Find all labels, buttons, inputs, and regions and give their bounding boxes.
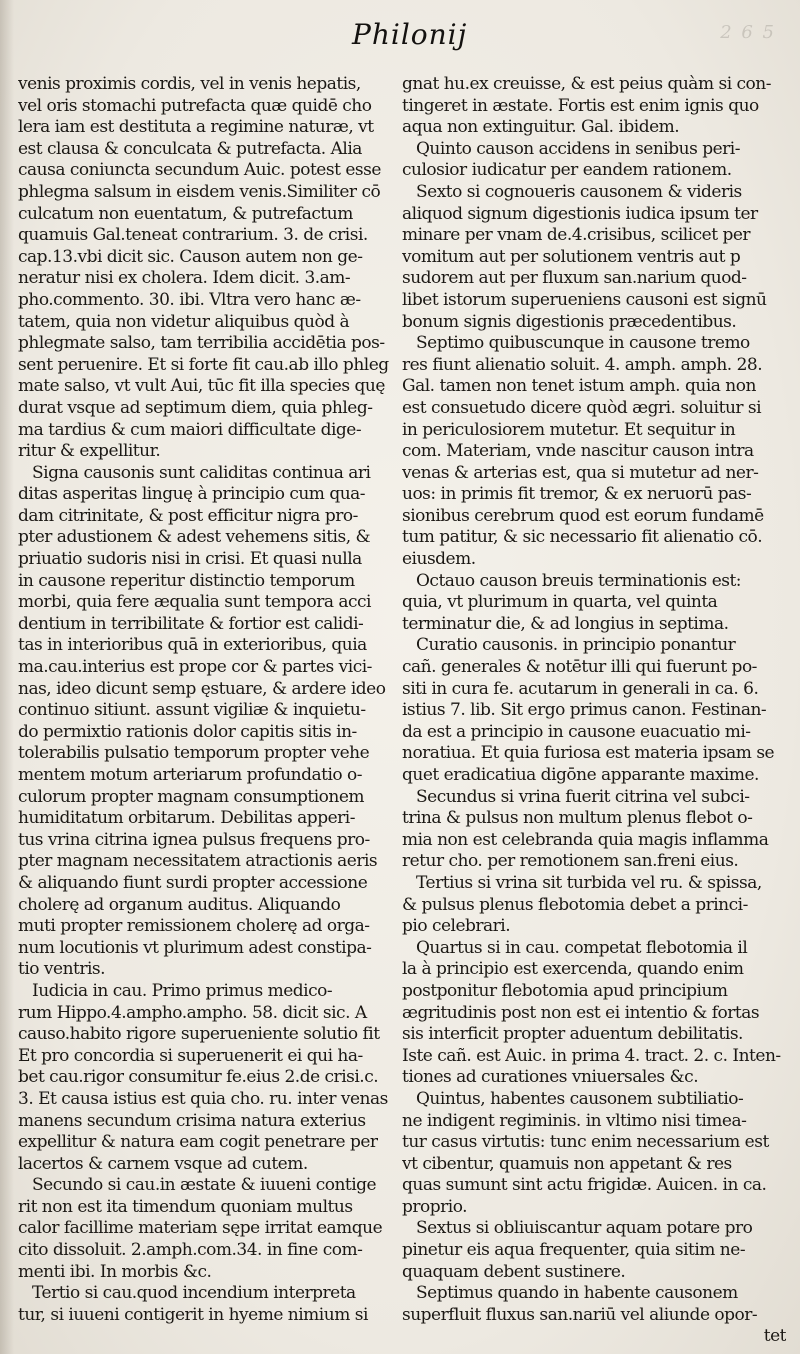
left-column-text-line: manens secundum crisima natura exterius xyxy=(18,1110,366,1131)
right-column-text-line: pio celebrari. xyxy=(402,916,511,937)
left-column-text-line: ma tardius & cum maiori difficultate dige- xyxy=(18,419,362,440)
bleed-through-text: 2 6 5 xyxy=(720,22,776,43)
right-column-text-line: vt cibentur, quamuis non appetant & res xyxy=(402,1153,732,1174)
left-column-text-line: bet cau.rigor consumitur fe.eius 2.de crisi.c. xyxy=(18,1067,379,1088)
right-column-text-line: sis interficit propter aduentum debilitatis. xyxy=(402,1024,743,1045)
right-column xyxy=(402,74,786,1348)
left-column-text-line: cito dissoluit. 2.amph.com.34. in fine com- xyxy=(18,1240,363,1261)
left-column-text-line: causa coniuncta secundum Auic. potest esse xyxy=(18,160,381,181)
left-column-text-line: lacertos & carnem vsque ad cutem. xyxy=(18,1153,308,1174)
left-column-text-line: sent peruenire. Et si forte fit cau.ab illo phleg xyxy=(18,354,389,375)
left-column-text-line: Signa causonis sunt caliditas continua ari xyxy=(32,462,371,483)
left-column-text-line: tolerabilis pulsatio temporum propter vehe xyxy=(18,743,370,764)
left-column-text-line: durat vsque ad septimum diem, quia phleg- xyxy=(18,397,373,418)
left-column-text-line: rum Hippo.4.ampho.ampho. 58. dicit sic. A xyxy=(18,1002,367,1023)
right-column-text-line: mia non est celebranda quia magis inflamma xyxy=(402,829,769,850)
right-column-text-line: com. Materiam, vnde nascitur causon intra xyxy=(402,441,754,462)
right-column-text-line: & pulsus plenus flebotomia debet a princi- xyxy=(402,894,748,915)
left-column-text-line: calor facillime materiam sępe irritat eamque xyxy=(18,1218,383,1239)
right-column-text-line: est consuetudo dicere quòd ægri. soluitur si xyxy=(402,397,762,418)
right-column-text-line: vomitum aut per solutionem ventris aut p xyxy=(402,246,741,267)
right-column-text-line: Curatio causonis. in principio ponantur xyxy=(416,635,736,656)
right-column-text-line: ægritudinis post non est ei intentio & fortas xyxy=(402,1002,760,1023)
right-column-text-line: tur casus virtutis: tunc enim necessarium est xyxy=(402,1132,769,1153)
right-column-text-line: proprio. xyxy=(402,1196,468,1217)
left-column-text-line: culorum propter magnam consumptionem xyxy=(18,786,365,807)
left-column-text-line: pter magnam necessitatem atractionis aeris xyxy=(18,851,378,872)
right-column-text-line: Quartus si in cau. competat flebotomia il xyxy=(416,937,748,958)
right-column-text-line: superfluit fluxus san.nariū vel aliunde opor- xyxy=(402,1304,758,1325)
right-column-text-line: sionibus cerebrum quod est eorum fundamē xyxy=(402,505,764,526)
left-column-text-line: continuo sitiunt. assunt vigiliæ & inquietu- xyxy=(18,700,366,721)
right-column-text-line: terminatur die, & ad longius in septima. xyxy=(402,613,729,634)
right-column-text-line: noratiua. Et quia furiosa est materia ipsam se xyxy=(402,743,775,764)
right-column-text-line: postponitur flebotomia apud principium xyxy=(402,980,728,1001)
left-column-text-line: mate salso, vt vult Aui, tūc fit illa species quę xyxy=(18,376,385,397)
left-column-text-line: quamuis Gal.teneat contrarium. 3. de crisi. xyxy=(18,225,368,246)
right-column-text-line: siti in cura fe. acutarum in generali in ca. 6. xyxy=(402,678,759,699)
left-column-text-line: tur, si iuueni contigerit in hyeme nimium si xyxy=(18,1304,368,1325)
left-column-text-line: muti propter remissionem cholerę ad orga- xyxy=(18,916,370,937)
right-column-text-line: Secundus si vrina fuerit citrina vel subci- xyxy=(416,786,750,807)
left-column-text-line: Tertio si cau.quod incendium interpreta xyxy=(32,1283,356,1304)
right-column-text-line: Iste cañ. est Auic. in prima 4. tract. 2. c. Inten- xyxy=(402,1045,781,1066)
right-column-text-line: pinetur eis aqua frequenter, quia sitim ne- xyxy=(402,1240,746,1261)
left-column-text-line: mentem motum arteriarum profundatio o- xyxy=(18,765,362,785)
left-column-text-line: Et pro concordia si superuenerit ei qui ha- xyxy=(18,1045,363,1066)
right-column-text-line: uos: in primis fit tremor, & ex neruorū pas- xyxy=(402,484,752,505)
left-column-text-line: nas, ideo dicunt semp ęstuare, & ardere ideo xyxy=(18,678,386,699)
right-column-text-line: cañ. generales & notētur illi qui fuerunt po- xyxy=(402,657,757,678)
right-column-text-line: quia, vt plurimum in quarta, vel quinta xyxy=(402,592,718,613)
left-column-text-line: Iudicia in cau. Primo primus medico- xyxy=(32,980,333,1001)
right-column-text-line: la à principio est exercenda, quando enim xyxy=(402,959,744,980)
left-column-text-line: venis proximis cordis, vel in venis hepatis, xyxy=(18,74,361,94)
left-column-text-line: culcatum non euentatum, & putrefactum xyxy=(18,203,353,224)
right-column-text-line: aliquod signum digestionis iudica ipsum ter xyxy=(402,203,758,224)
left-column-text-line: tio ventris. xyxy=(18,959,106,980)
right-column-text-line: Gal. tamen non tenet istum amph. quia non xyxy=(402,376,756,397)
right-column-text-line: res fiunt alienatio soluit. 4. amph. amph. 28. xyxy=(402,354,763,375)
right-column-text-line: libet istorum superueniens causoni est signū xyxy=(402,289,767,310)
right-column-text-line: culosior iudicatur per eandem rationem. xyxy=(402,160,732,181)
right-column-text-line: Tertius si vrina sit turbida vel ru. & spissa, xyxy=(416,872,762,893)
left-column-text-line: & aliquando fiunt surdi propter accessione xyxy=(18,872,368,893)
left-column-text-line: cholerę ad organum auditus. Aliquando xyxy=(18,894,341,915)
left-column-text-line: priuatio sudoris nisi in crisi. Et quasi nulla xyxy=(18,549,362,570)
left-column-text-line: pho.commento. 30. ibi. Vltra vero hanc æ- xyxy=(18,289,361,310)
right-column-text-line: Sexto si cognoueris causonem & videris xyxy=(416,181,742,202)
left-column-text-line: num locutionis vt plurimum adest constipa- xyxy=(18,937,372,958)
left-column-text-line: cap.13.vbi dicit sic. Causon autem non ge- xyxy=(18,246,363,267)
left-column-text-line: Secundo si cau.in æstate & iuueni contige xyxy=(32,1175,377,1196)
left-column-text-line: do permixtio rationis dolor capitis sitis in- xyxy=(18,721,357,742)
page-gutter-shadow xyxy=(0,0,14,1354)
left-column-text-line: in causone reperitur distinctio temporum xyxy=(18,570,355,591)
left-column-text-line: menti ibi. In morbis &c. xyxy=(18,1261,212,1282)
left-column-text-line: tas in interioribus quā in exterioribus, quia xyxy=(18,635,367,656)
right-column-text-line: Octauo causon breuis terminationis est: xyxy=(416,570,742,591)
left-column xyxy=(18,74,396,1326)
left-column-text-line: dam citrinitate, & post efficitur nigra pro- xyxy=(18,505,358,526)
left-column-text-line: vel oris stomachi putrefacta quæ quidē cho xyxy=(18,95,372,116)
right-column-text-line: tingeret in æstate. Fortis est enim ignis quo xyxy=(402,95,759,116)
left-column-text-line: phlegma salsum in eisdem venis.Similiter cō xyxy=(18,181,381,202)
right-column-text-line: Quinto causon accidens in senibus peri- xyxy=(416,138,740,159)
left-column-text-line: morbi, quia fere æqualia sunt tempora acci xyxy=(18,592,371,613)
right-column-text-line: minare per vnam de.4.crisibus, scilicet per xyxy=(402,225,751,246)
right-column-text-line: istius 7. lib. Sit ergo primus canon. Festinan- xyxy=(402,700,767,721)
left-column-text-line: phlegmate salso, tam terribilia accidētia pos- xyxy=(18,333,385,354)
left-column-text-line: tatem, quia non videtur aliquibus quòd à xyxy=(18,311,350,332)
right-column-text-line: quaquam debent sustinere. xyxy=(402,1261,626,1282)
right-column-text-line: gnat hu.ex creuisse, & est peius quàm si con- xyxy=(402,74,771,94)
right-column-text-line: aqua non extinguitur. Gal. ibidem. xyxy=(402,117,680,138)
left-column-text-line: ditas asperitas linguę à principio cum qua- xyxy=(18,484,366,505)
right-column-text-line: venas & arterias est, qua si mutetur ad ner- xyxy=(402,462,759,483)
left-column-text-line: causo.habito rigore superueniente solutio fit xyxy=(18,1024,380,1045)
right-column-text-line: quet eradicatiua digōne apparante maxime. xyxy=(402,765,759,785)
left-column-text-line: rit non est ita timendum quoniam multus xyxy=(18,1196,353,1217)
right-column-text-line: Septimo quibuscunque in causone tremo xyxy=(416,333,750,354)
left-column-text-line: lera iam est destituta a regimine naturæ, vt xyxy=(18,117,374,138)
right-column-text-line: sudorem aut per fluxum san.narium quod- xyxy=(402,268,747,289)
left-column-text-line: humiditatum orbitarum. Debilitas apperi- xyxy=(18,808,355,829)
right-column-text-line: trina & pulsus non multum plenus flebot o- xyxy=(402,808,753,829)
left-column-text-line: pter adustionem & adest vehemens sitis, & xyxy=(18,527,371,548)
left-column-text-line: neratur nisi ex cholera. Idem dicit. 3.am- xyxy=(18,268,351,289)
left-column-text-line: 3. Et causa istius est quia cho. ru. inter venas xyxy=(18,1088,388,1109)
right-column-text-line: quas sumunt sint actu frigidæ. Auicen. in ca. xyxy=(402,1175,767,1196)
left-column-text-line: ritur & expellitur. xyxy=(18,441,161,462)
right-column-text-line: tet xyxy=(763,1326,786,1347)
right-column-text-line: Quintus, habentes causonem subtiliatio- xyxy=(416,1088,744,1109)
right-column-text-line: tiones ad curationes vniuersales &c. xyxy=(402,1067,699,1088)
right-column-text-line: Sextus si obliuiscantur aquam potare pro xyxy=(416,1218,753,1239)
right-column-text-line: retur cho. per remotionem san.freni eius. xyxy=(402,851,739,872)
right-column-text-line: Septimus quando in habente causonem xyxy=(416,1283,738,1304)
right-column-text-line: in periculosiorem mutetur. Et sequitur in xyxy=(402,419,736,440)
left-column-text-line: dentium in terribilitate & fortior est calidi- xyxy=(18,613,364,634)
right-column-text-line: ne indigent regiminis. in vltimo nisi timea- xyxy=(402,1110,747,1131)
left-column-text-line: est clausa & conculcata & putrefacta. Alia xyxy=(18,138,362,159)
right-column-text-line: bonum signis digestionis præcedentibus. xyxy=(402,311,737,332)
right-column-text-line: tum patitur, & sic necessario fit alienatio cō. xyxy=(402,527,763,548)
running-header: Philonij xyxy=(352,18,468,51)
left-column-text-line: tus vrina citrina ignea pulsus frequens pro- xyxy=(18,829,370,850)
right-column-text-line: eiusdem. xyxy=(402,549,476,570)
left-column-text-line: expellitur & natura eam cogit penetrare per xyxy=(18,1132,378,1153)
right-column-text-line: da est a principio in causone euacuatio mi- xyxy=(402,721,751,742)
left-column-text-line: ma.cau.interius est prope cor & partes vici- xyxy=(18,657,372,678)
